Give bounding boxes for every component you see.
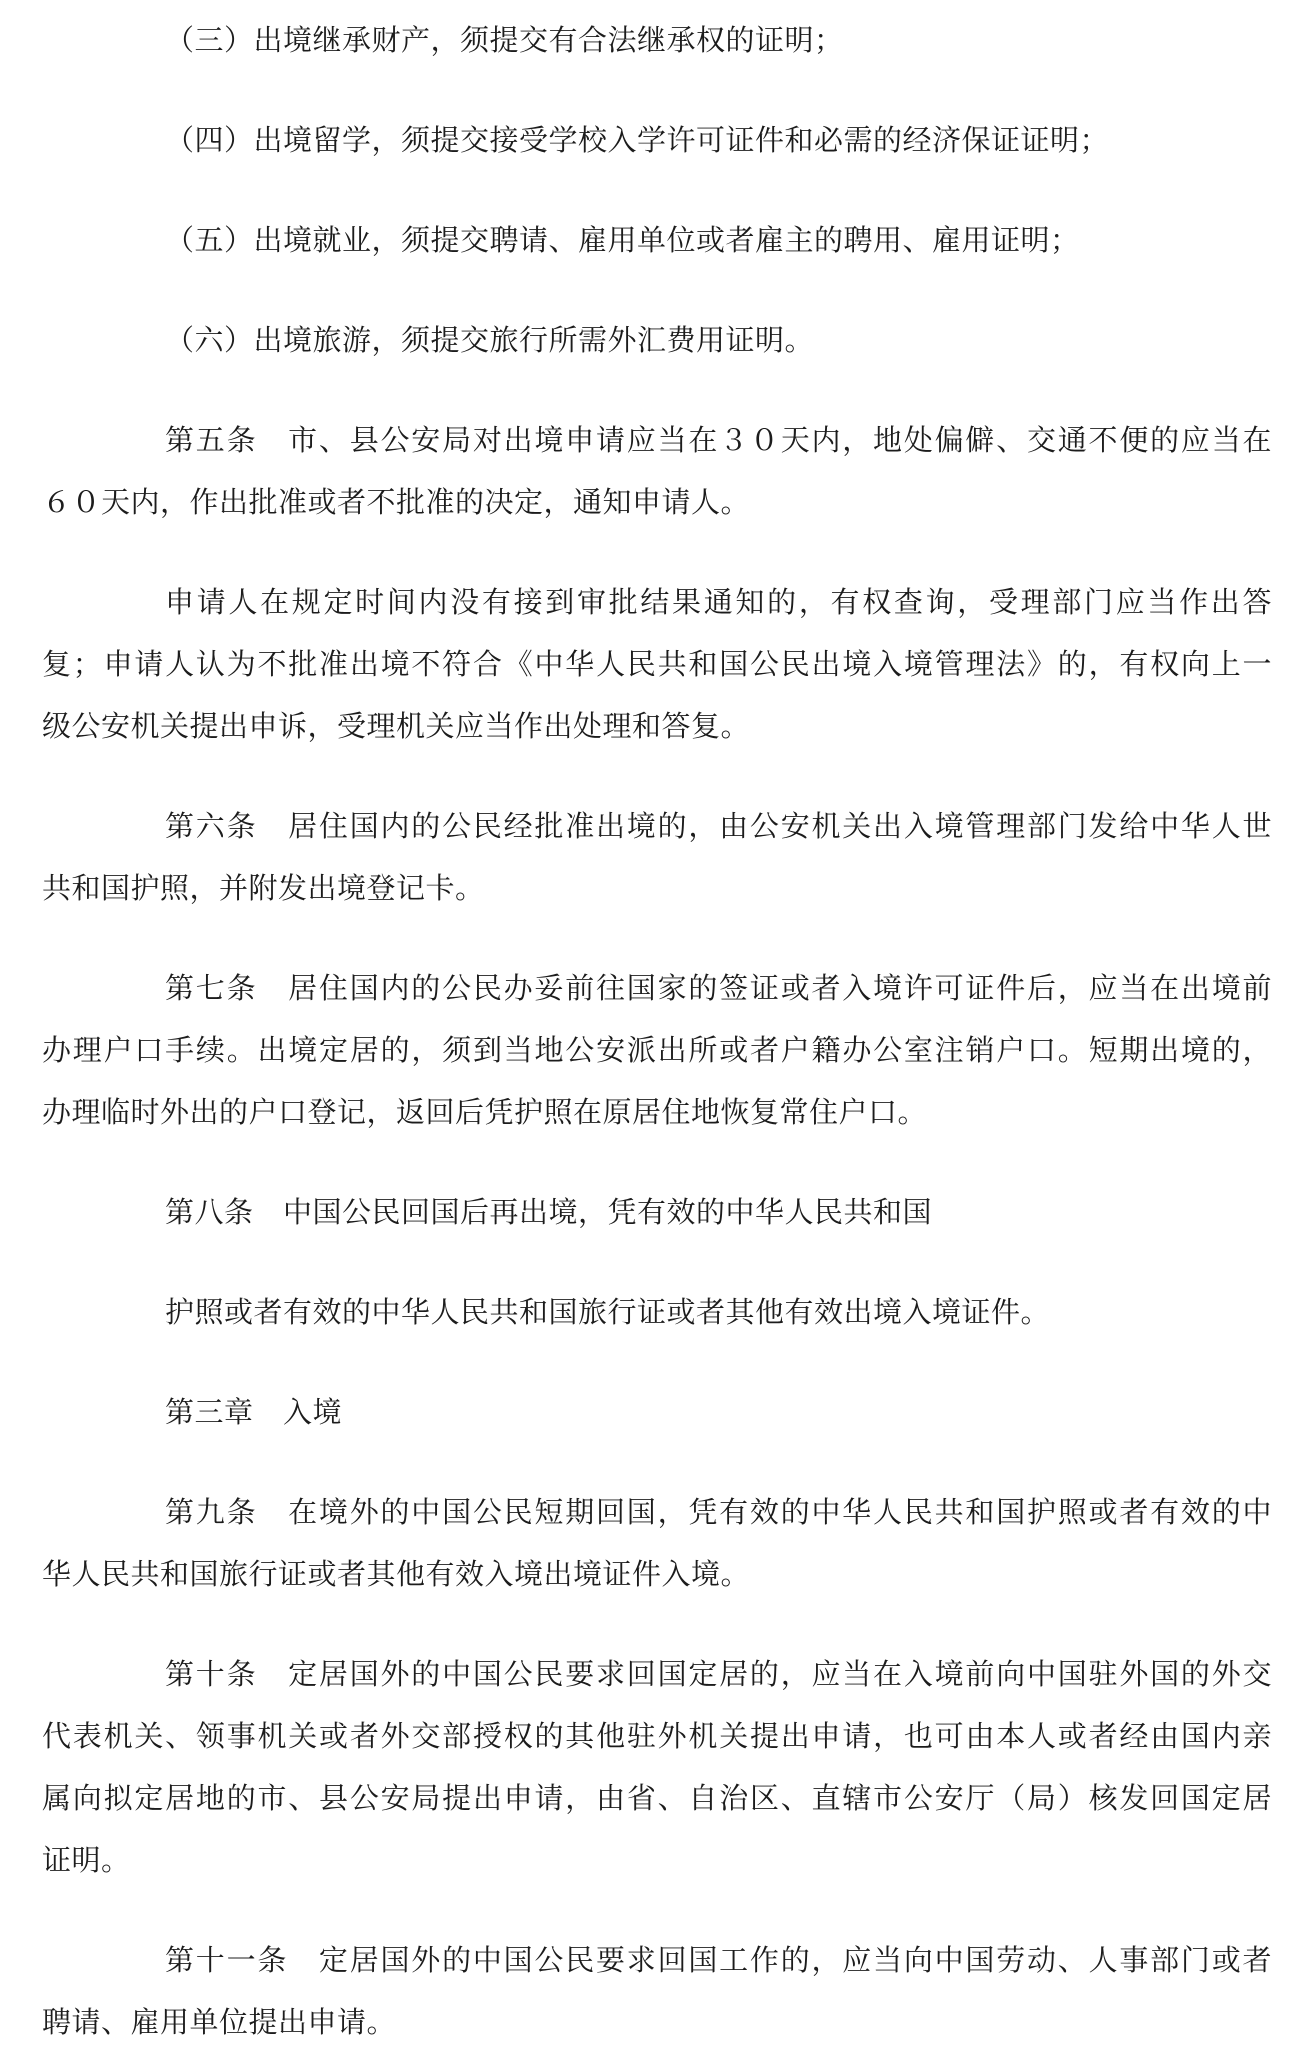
document-body (42, 10, 1272, 2054)
article-6 (42, 796, 1272, 920)
text-line: ６０天内，作出批准或者不批准的决定，通知申请人。 (42, 487, 751, 519)
article-5-para-1 (42, 410, 1272, 534)
text-line: 属向拟定居地的市、县公安局提出申请，由省、自治区、直辖市公安厅（局）核发回国定居 (42, 1783, 1272, 1815)
text-line: 级公安机关提出申诉，受理机关应当作出处理和答复。 (42, 711, 751, 743)
text-line: 护照或者有效的中华人民共和国旅行证或者其他有效出境入境证件。 (165, 1297, 1051, 1329)
text-line: 第十一条 定居国外的中国公民要求回国工作的，应当向中国劳动、人事部门或者 (165, 1945, 1272, 1977)
text-line: 第五条 市、县公安局对出境申请应当在３０天内，地处偏僻、交通不便的应当在 (165, 425, 1272, 457)
clause-item-5 (42, 210, 1272, 272)
text-line: 证明。 (42, 1845, 131, 1877)
clause-item-3 (42, 10, 1272, 72)
text-line: （四）出境留学，须提交接受学校入学许可证件和必需的经济保证证明； (165, 125, 1110, 157)
text-line: 办理户口手续。出境定居的，须到当地公安派出所或者户籍办公室注销户口。短期出境的， (42, 1035, 1272, 1067)
article-10 (42, 1644, 1272, 1892)
article-9 (42, 1482, 1272, 1606)
article-8-para-1 (42, 1182, 1272, 1244)
article-5-para-2 (42, 572, 1272, 758)
text-line: 华人民共和国旅行证或者其他有效入境出境证件入境。 (42, 1559, 751, 1591)
text-line: （六）出境旅游，须提交旅行所需外汇费用证明。 (165, 325, 815, 357)
text-line: 办理临时外出的户口登记，返回后凭护照在原居住地恢复常住户口。 (42, 1097, 928, 1129)
text-line: 第十条 定居国外的中国公民要求回国定居的，应当在入境前向中国驻外国的外交 (165, 1659, 1272, 1691)
clause-item-6 (42, 310, 1272, 372)
text-line: 第八条 中国公民回国后再出境，凭有效的中华人民共和国 (165, 1197, 933, 1229)
text-line: 代表机关、领事机关或者外交部授权的其他驻外机关提出申请，也可由本人或者经由国内亲 (42, 1721, 1272, 1753)
text-line: 第七条 居住国内的公民办妥前往国家的签证或者入境许可证件后，应当在出境前 (165, 973, 1272, 1005)
text-line: 第六条 居住国内的公民经批准出境的，由公安机关出入境管理部门发给中华人世 (165, 811, 1272, 843)
text-line: 第九条 在境外的中国公民短期回国，凭有效的中华人民共和国护照或者有效的中 (165, 1497, 1272, 1529)
text-line: 第三章 入境 (165, 1397, 343, 1429)
text-line: 申请人在规定时间内没有接到审批结果通知的，有权查询，受理部门应当作出答 (165, 587, 1272, 619)
text-line: 复；申请人认为不批准出境不符合《中华人民共和国公民出境入境管理法》的，有权向上一 (42, 649, 1272, 681)
article-8-para-2 (42, 1282, 1272, 1344)
text-line: （三）出境继承财产，须提交有合法继承权的证明； (165, 25, 844, 57)
article-11 (42, 1930, 1272, 2054)
text-line: 共和国护照，并附发出境登记卡。 (42, 873, 485, 905)
article-7 (42, 958, 1272, 1144)
clause-item-4 (42, 110, 1272, 172)
chapter-3-heading (42, 1382, 1272, 1444)
text-line: （五）出境就业，须提交聘请、雇用单位或者雇主的聘用、雇用证明； (165, 225, 1080, 257)
text-line: 聘请、雇用单位提出申请。 (42, 2007, 397, 2039)
